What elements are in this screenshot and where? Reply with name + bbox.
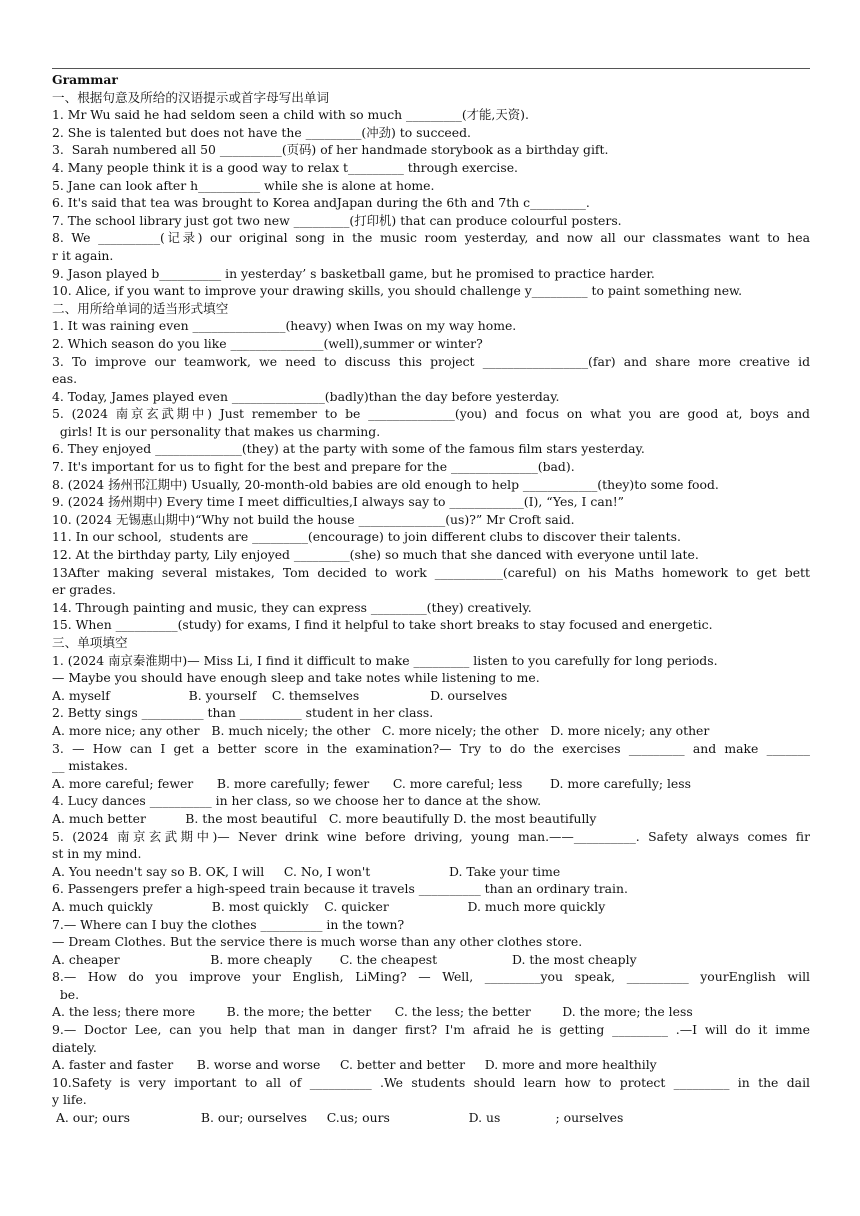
question-line: 9. (2024 扬州期中) Every time I meet difficulties,I always say to ____________(I), “Yes, I can!” xyxy=(52,494,625,510)
question-line: 8. (2024 扬州邗江期中) Usually, 20-month-old babies are old enough to help ____________(they)to some food. xyxy=(52,476,719,492)
sections-container xyxy=(52,89,810,1127)
question-line: 9.— Doctor Lee, can you help that man in danger first? I'm afraid he is getting _________ .—I will do it imme xyxy=(52,1022,810,1038)
question-line: 7. It's important for us to fight for the best and prepare for the ______________(bad). xyxy=(52,459,575,475)
question-line: 4. Today, James played even _______________(badly)than the day before yesterday. xyxy=(52,388,560,404)
answer-options: A. more nice; any other B. much nicely; the other C. more nicely; the other D. more nicely; any other xyxy=(52,722,710,738)
answer-options: A. myself B. yourself C. themselves D. ourselves xyxy=(52,687,508,703)
question-line: 6. It's said that tea was brought to Korea andJapan during the 6th and 7th c_________. xyxy=(52,195,590,211)
answer-options: A. our; ours B. our; ourselves C.us; ours D. us ; ourselves xyxy=(52,1110,624,1126)
question-line: 1. Mr Wu said he had seldom seen a child with so much _________(才能,天资). xyxy=(52,107,529,123)
question-line: 3. Sarah numbered all 50 __________(页码) of her handmade storybook as a birthday gift. xyxy=(52,142,609,158)
answer-options: A. cheaper B. more cheaply C. the cheapest D. the most cheaply xyxy=(52,951,637,967)
question-line: eas. xyxy=(52,371,78,387)
question-line: er grades. xyxy=(52,582,116,598)
question-line: 10. (2024 无锡惠山期中)“Why not build the house ______________(us)?” Mr Croft said. xyxy=(52,511,575,527)
question-line: 4. Many people think it is a good way to relax t_________ through exercise. xyxy=(52,159,518,175)
question-line: 5. (2024 南京玄武期中) Just remember to be ______________(you) and focus on what you are good at, boys and xyxy=(52,406,810,422)
answer-options: A. more careful; fewer B. more carefully; fewer C. more careful; less D. more carefully; less xyxy=(52,775,691,791)
section-heading: 三、单项填空 xyxy=(52,635,128,650)
worksheet xyxy=(52,71,810,1127)
question-line: 11. In our school, students are _________(encourage) to join different clubs to discover their talents. xyxy=(52,529,681,545)
question-line: 3. — How can I get a better score in the examination?— Try to do the exercises _________ and make _______ xyxy=(52,740,810,756)
question-line: 5. Jane can look after h__________ while she is alone at home. xyxy=(52,177,435,193)
question-line: r it again. xyxy=(52,247,114,263)
question-line: 5. (2024 南京玄武期中)— Never drink wine before driving, young man.——__________. Safety always comes fir xyxy=(52,828,810,844)
question-line: be. xyxy=(52,986,80,1002)
question-line: 13After making several mistakes, Tom decided to work ___________(careful) on his Maths homework to get bett xyxy=(52,564,810,580)
question-line: 2. She is talented but does not have the _________(冲劲) to succeed. xyxy=(52,124,471,140)
page-title: Grammar xyxy=(52,72,118,87)
question-line: 2. Which season do you like _______________(well),summer or winter? xyxy=(52,335,483,351)
question-line: 15. When __________(study) for exams, I find it helpful to take short breaks to stay focused and energetic. xyxy=(52,617,713,633)
question-line: 2. Betty sings __________ than __________ student in her class. xyxy=(52,705,434,721)
question-line: 7. The school library just got two new _________(打印机) that can produce colourful posters. xyxy=(52,212,622,228)
question-line: 9. Jason played b__________ in yesterday’ s basketball game, but he promised to practice harder. xyxy=(52,265,655,281)
question-line: diately. xyxy=(52,1039,97,1055)
question-line: girls! It is our personality that makes us charming. xyxy=(52,423,381,439)
answer-options: A. much better B. the most beautiful C. more beautifully D. the most beautifully xyxy=(52,810,597,826)
question-line: __ mistakes. xyxy=(52,758,128,774)
question-line: 8. We __________(记录) our original song in the music room yesterday, and now all our classmates want to hea xyxy=(52,230,810,246)
answer-options: A. You needn't say so B. OK, I will C. No, I won't D. Take your time xyxy=(52,863,561,879)
answer-options: A. the less; there more B. the more; the better C. the less; the better D. the more; the less xyxy=(52,1004,693,1020)
question-line: st in my mind. xyxy=(52,846,142,862)
question-line: 1. It was raining even _______________(heavy) when Iwas on my way home. xyxy=(52,318,517,334)
question-line: 8.— How do you improve your English, LiMing? — Well, _________you speak, __________ yourEnglish will xyxy=(52,969,810,985)
question-line: — Maybe you should have enough sleep and take notes while listening to me. xyxy=(52,670,540,686)
question-line: 12. At the birthday party, Lily enjoyed _________(she) so much that she danced with everyone until late. xyxy=(52,547,699,563)
answer-options: A. much quickly B. most quickly C. quicker D. much more quickly xyxy=(52,898,606,914)
section-heading: 二、用所给单词的适当形式填空 xyxy=(52,300,229,316)
question-line: — Dream Clothes. But the service there is much worse than any other clothes store. xyxy=(52,934,583,950)
question-line: 6. They enjoyed ______________(they) at the party with some of the famous film stars yesterday. xyxy=(52,441,645,457)
question-line: y life. xyxy=(52,1092,87,1108)
question-line: 14. Through painting and music, they can express _________(they) creatively. xyxy=(52,599,532,615)
top-rule xyxy=(52,68,810,69)
question-line: 6. Passengers prefer a high-speed train because it travels __________ than an ordinary train. xyxy=(52,881,628,897)
question-line: 10. Alice, if you want to improve your drawing skills, you should challenge y_________ to paint something new. xyxy=(52,283,743,299)
answer-options: A. faster and faster B. worse and worse C. better and better D. more and more healthily xyxy=(52,1057,657,1073)
question-line: 10.Safety is very important to all of __________ .We students should learn how to protect _________ in the dail xyxy=(52,1074,810,1090)
section-heading: 一、根据句意及所给的汉语提示或首字母写出单词 xyxy=(52,89,330,105)
question-line: 7.— Where can I buy the clothes __________ in the town? xyxy=(52,916,405,932)
question-line: 4. Lucy dances __________ in her class, so we choose her to dance at the show. xyxy=(52,793,542,809)
question-line: 1. (2024 南京秦淮期中)— Miss Li, I find it difficult to make _________ listen to you carefully for long periods. xyxy=(52,652,718,668)
question-line: 3. To improve our teamwork, we need to discuss this project _________________(far) and share more creative id xyxy=(52,353,810,369)
